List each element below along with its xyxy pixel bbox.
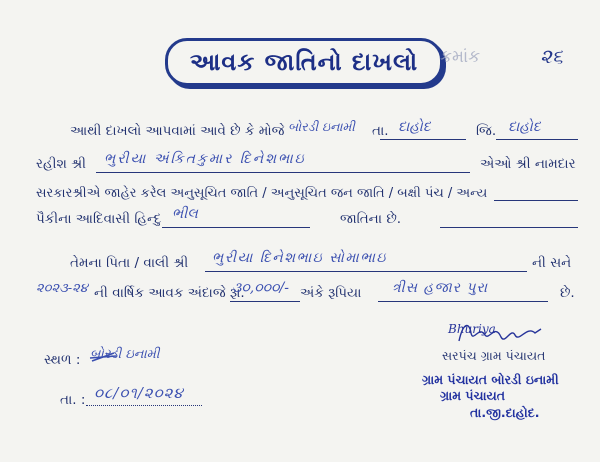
caste-underline: [162, 227, 310, 228]
amount-underline: [230, 301, 300, 302]
district-underline: [496, 139, 578, 140]
place-value: બોરડી ઇનામી: [90, 347, 160, 362]
guardian-name-value: ભુરીયા દિનેશભાઇ સોમાભાઇ: [212, 250, 387, 266]
place-label: સ્થળ :: [44, 352, 81, 368]
resident-name-value: ભુરીયા અંકિતકુમાર દિનેશભાઇ: [104, 151, 306, 167]
stamp-line-2: ગ્રામ પંચાયત: [440, 388, 506, 403]
resident-underline: [96, 172, 470, 173]
guardian-underline: [205, 271, 527, 272]
village-value: બોરડી ઇનામી: [288, 119, 355, 134]
signature-value: Bhuriya: [448, 322, 496, 336]
year-value: ૨૦૨૩-૨૪: [36, 281, 88, 296]
date-label: તા. :: [60, 392, 86, 408]
category-list-text: સરકારશ્રીએ જાહેર કરેલ અનુસૂચિત જાતિ / અનુસૂચિત જન જાતિ / બક્ષી પંચ / અન્ય: [36, 186, 488, 201]
honorific-text: એઓ શ્રી નામદાર: [480, 156, 576, 172]
taluka-value: દાહોદ: [398, 119, 431, 135]
amount-value: ૩૦,૦૦૦/-: [232, 280, 289, 296]
date-underline: [86, 405, 202, 406]
taluka-label: તા.: [372, 123, 389, 139]
tribe-prefix-text: પૈકીના આદિવાસી હિન્દુ: [36, 211, 162, 227]
district-value: દાહોદ: [508, 119, 541, 135]
amount-words-label: અંકે રૂપિયા: [300, 285, 362, 301]
other-underline: [494, 200, 578, 201]
caste-value: ભીલ: [172, 206, 198, 222]
stamp-line-3: તા.જી.દાહોદ.: [470, 405, 540, 420]
strikeout-mark: [88, 350, 118, 364]
amount-words-underline: [378, 301, 548, 302]
amount-words-value: ત્રીસ હજાર પુરા: [392, 280, 489, 296]
sentence-end: છે.: [560, 285, 575, 301]
sarpanch-label: સરપંચ ગ્રામ પંચાયત: [442, 348, 546, 363]
annual-income-label: ની વાર્ષિક આવક અંદાજે રૂા.: [94, 285, 245, 301]
year-prefix-label: ની સને: [532, 255, 572, 271]
caste-suffix-text: જાતિના છે.: [340, 211, 402, 227]
stamp-line-1: ગ્રામ પંચાયત બોરડી ઇનામી: [422, 372, 559, 387]
district-label: જિ.: [476, 123, 497, 139]
serial-number-label: ક્રમાંક: [440, 47, 481, 67]
taluka-underline: [380, 139, 466, 140]
caste-trailing-line: [440, 227, 578, 228]
guardian-label: તેમના પિતા / વાલી શ્રી: [70, 255, 189, 271]
date-value: ૦૮/૦૧/૨૦૨૪: [94, 384, 184, 402]
serial-number-value: ૨૬: [540, 44, 563, 68]
page-title: આવક જાતિનો દાખલો: [189, 48, 419, 76]
intro-text: આથી દાખલો આપવામાં આવે છે કે મોજે: [70, 123, 285, 139]
resident-label: રહીશ શ્રી: [36, 156, 87, 172]
title-banner: [165, 38, 443, 86]
